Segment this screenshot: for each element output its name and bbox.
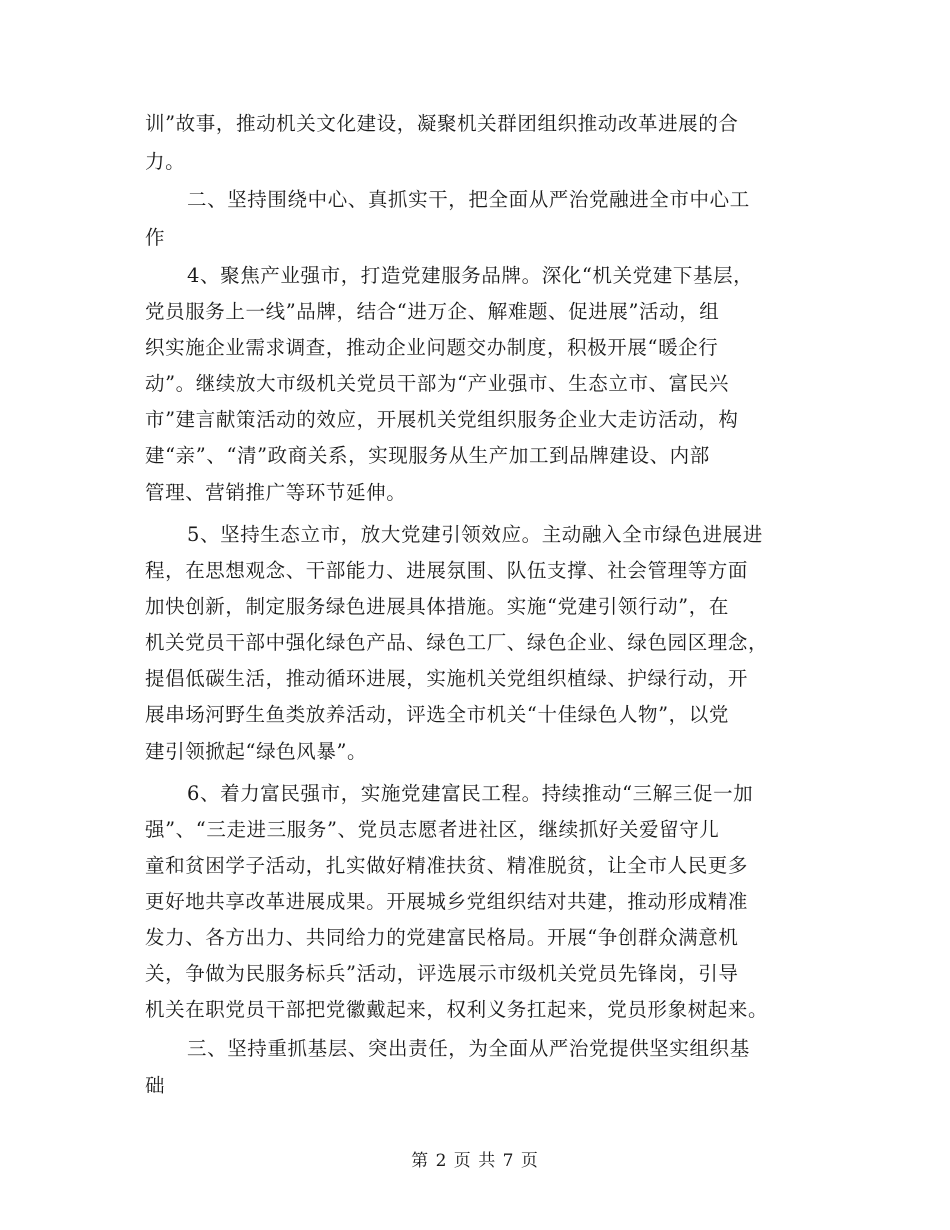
text-line: 力。 — [145, 150, 186, 173]
text-line: 提倡低碳生活，推动循环进展，实施机关党组织植绿、护绿行动，开 — [145, 667, 749, 690]
text-line: 加快创新，制定服务绿色进展具体措施。实施“党建引领行动”，在 — [145, 595, 729, 618]
text-line: 党员服务上一线”品牌，结合“进万企、解难题、促进展”活动，组 — [145, 300, 720, 323]
section-heading: 二、坚持围绕中心、真抓实干，把全面从严治党融进全市中心工 — [187, 188, 750, 211]
text-line: 管理、营销推广等环节延伸。 — [145, 481, 407, 504]
text-line: 训”故事，推动机关文化建设，凝聚机关群团组织推动改革进展的合 — [145, 112, 739, 135]
page-number: 第 2 页 共 7 页 — [411, 1151, 539, 1171]
paragraph-start: 6、着力富民强市，实施党建富民工程。持续推动“三解三促一加 — [187, 782, 754, 805]
text-line: 建“亲”、“清”政商关系，实现服务从生产加工到品牌建设、内部 — [145, 444, 710, 467]
text-line: 童和贫困学子活动，扎实做好精准扶贫、精准脱贫，让全市人民更多 — [145, 854, 749, 877]
text-line: 发力、各方出力、共同给力的党建富民格局。开展“争创群众满意机 — [145, 926, 739, 949]
text-line: 市”建言献策活动的效应，开展机关党组织服务企业大走访活动，构 — [145, 408, 739, 431]
text-line: 关，争做为民服务标兵”活动，评选展示市级机关党员先锋岗，引导 — [145, 962, 739, 985]
paragraph-start: 4、聚焦产业强市，打造党建服务品牌。深化“机关党建下基层， — [187, 264, 754, 287]
text-line: 更好地共享改革进展成果。开展城乡党组织结对共建，推动形成精准 — [145, 890, 749, 913]
section-heading-continued: 作 — [145, 226, 166, 249]
section-heading: 三、坚持重抓基层、突出责任，为全面从严治党提供坚实组织基 — [187, 1037, 750, 1060]
text-line: 动”。继续放大市级机关党员干部为“产业强市、生态立市、富民兴 — [145, 372, 729, 395]
text-line: 织实施企业需求调查，推动企业问题交办制度，积极开展“暖企行 — [145, 336, 719, 359]
text-line: 程，在思想观念、干部能力、进展氛围、队伍支撑、社会管理等方面 — [145, 559, 749, 582]
text-line: 强”、“三走进三服务”、党员志愿者进社区，继续抓好关爱留守儿 — [145, 818, 720, 841]
text-line: 机关党员干部中强化绿色产品、绿色工厂、绿色企业、绿色园区理念， — [145, 631, 769, 654]
text-line: 展串场河野生鱼类放养活动，评选全市机关“十佳绿色人物”，以党 — [145, 703, 729, 726]
paragraph-start: 5、坚持生态立市，放大党建引领效应。主动融入全市绿色进展进 — [187, 523, 763, 546]
text-line: 机关在职党员干部把党徽戴起来，权利义务扛起来，党员形象树起来。 — [145, 998, 769, 1021]
section-heading-continued: 础 — [145, 1074, 166, 1097]
text-line: 建引领掀起“绿色风暴”。 — [145, 740, 368, 763]
